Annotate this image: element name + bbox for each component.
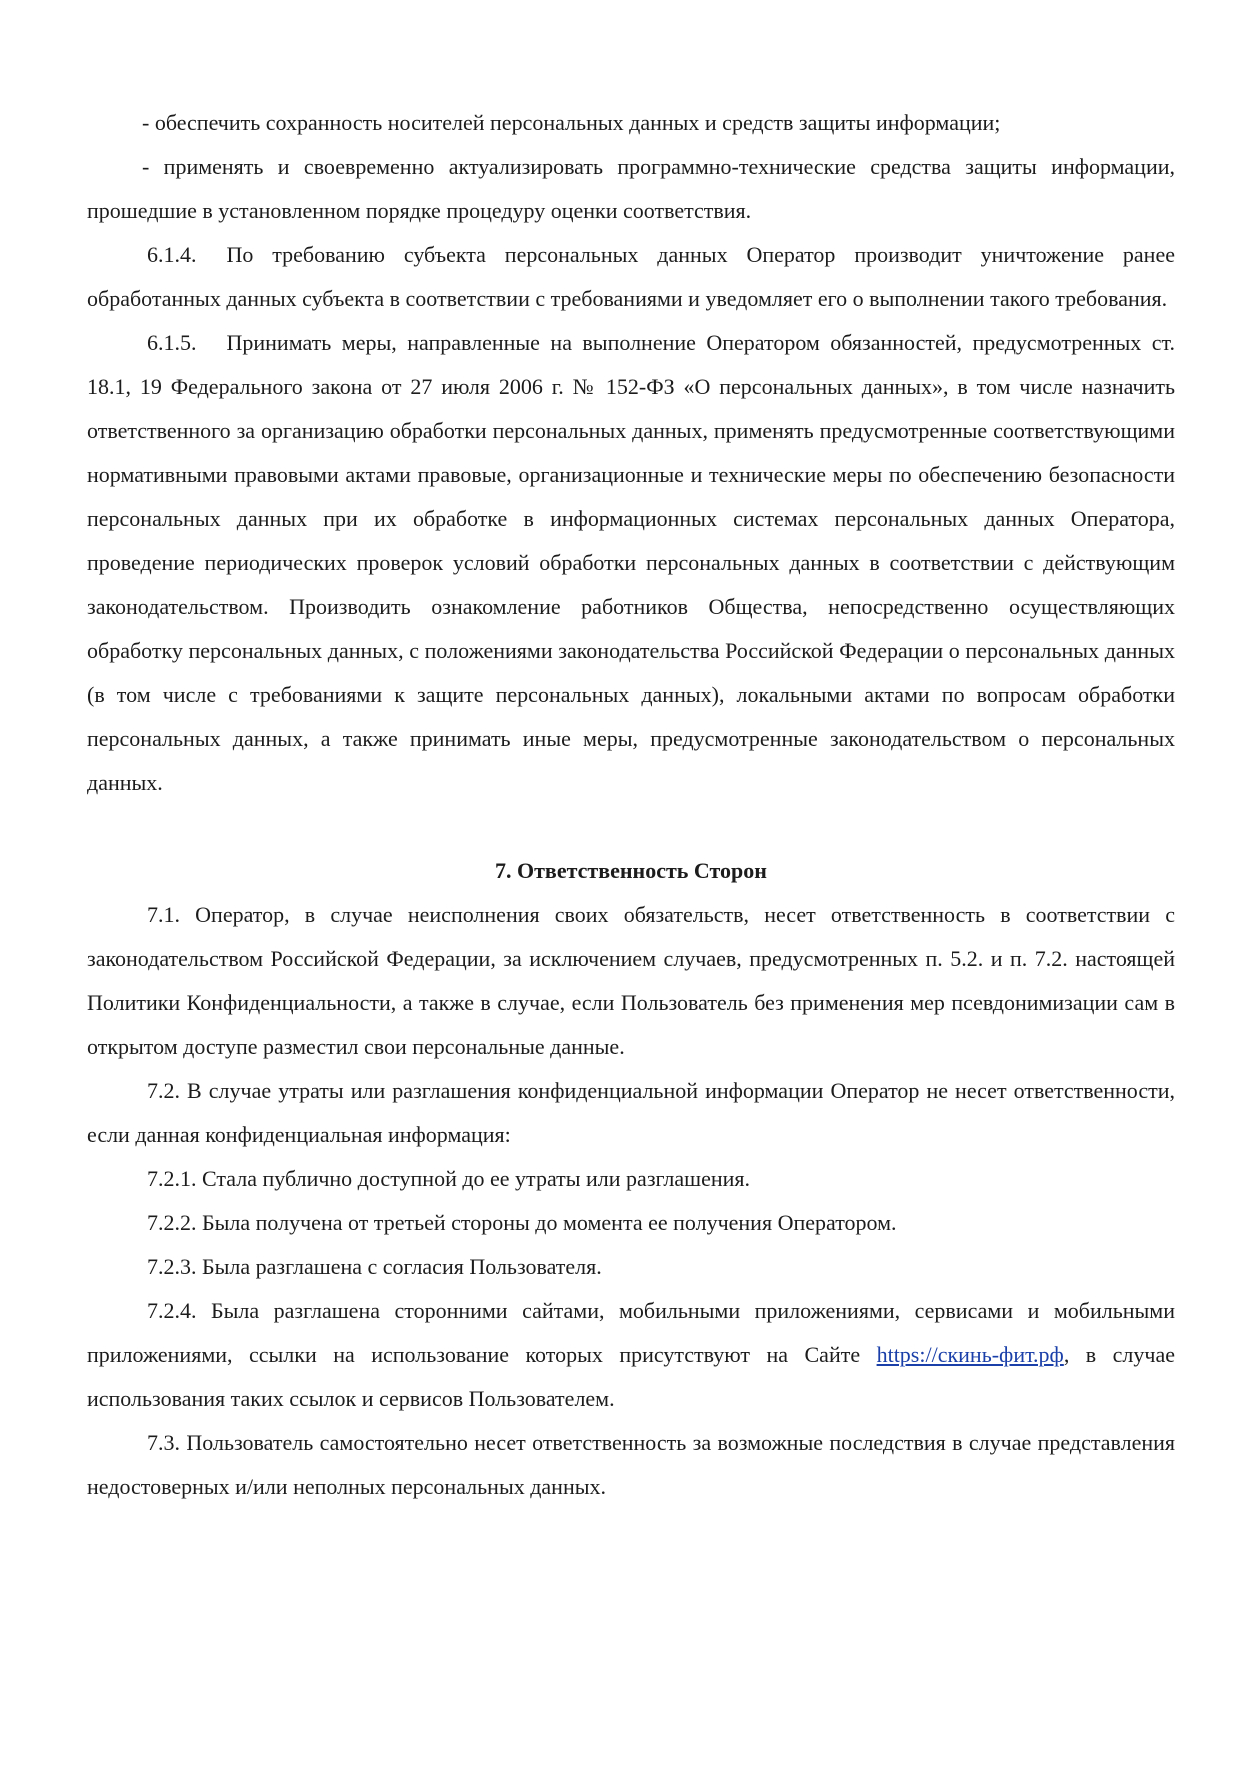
clause-7-2: 7.2. В случае утраты или разглашения конфиденциальной информации Оператор не несет ответственности, если данная конфиденциальная информация: <box>87 1078 1175 1147</box>
bullet-item: - обеспечить сохранность носителей персональных данных и средств защиты информации; <box>142 110 1001 135</box>
clause-text: По требованию субъекта персональных данных Оператор производит уничтожение ранее обработанных данных субъекта в соответствии с требованиями и уведомляет его о выполнении такого требования. <box>87 242 1175 311</box>
clause-7-2-3: 7.2.3. Была разглашена с согласия Пользователя. <box>147 1254 602 1279</box>
clause-text: 7.2.4. Была разглашена сторонними сайтами, мобильными приложениями, сервисами и мобильными приложениями, ссылки на использование которых присутствуют на Сайте <box>87 1298 1175 1367</box>
clause-7-3: 7.3. Пользователь самостоятельно несет ответственность за возможные последствия в случае представления недостоверных и/или неполных персональных данных. <box>87 1430 1175 1499</box>
clause-text: , в случае использования таких ссылок и сервисов Пользователем. <box>87 1342 1175 1411</box>
clause-6-1-4 <box>87 233 1175 321</box>
clause-7-2-1: 7.2.1. Стала публично доступной до ее утраты или разглашения. <box>147 1166 751 1191</box>
bullet-item: - применять и своевременно актуализировать программно-технические средства защиты информации, прошедшие в установленном порядке процедуру оценки соответствия. <box>87 154 1175 223</box>
clause-7-2-2: 7.2.2. Была получена от третьей стороны до момента ее получения Оператором. <box>147 1210 897 1235</box>
document-body <box>87 101 1175 1509</box>
clause-7-2-4 <box>87 1289 1175 1421</box>
clause-number: 6.1.5. <box>147 330 197 355</box>
site-link[interactable]: https://скинь-фит.рф <box>876 1342 1064 1367</box>
clause-6-1-5 <box>87 321 1175 805</box>
clause-7-1: 7.1. Оператор, в случае неисполнения своих обязательств, несет ответственность в соответствии с законодательством Российской Федерации, за исключением случаев, предусмотренных п. 5.2. и п. 7.2. настоящей Политики Конфиденциальности, а также в случае, если Пользователь без применения мер псевдонимизации сам в открытом доступе разместил свои персональные данные. <box>87 902 1175 1059</box>
clause-text: Принимать меры, направленные на выполнение Оператором обязанностей, предусмотренных ст. 18.1, 19 Федерального закона от 27 июля 2006 г. № 152-ФЗ «О персональных данных», в том числе назначить ответственного за организацию обработки персональных данных, применять предусмотренные соответствующими нормативными правовыми актами правовые, организационные и технические меры по обеспечению безопасности персональных данных при их обработке в информационных системах персональных данных Оператора, проведение периодических проверок условий обработки персональных данных в соответствии с действующим законодательством. Производить ознакомление работников Общества, непосредственно осуществляющих обработку персональных данных, с положениями законодательства Российской Федерации о персональных данных (в том числе с требованиями к защите персональных данных), локальными актами по вопросам обработки персональных данных, а также принимать иные меры, предусмотренные законодательством о персональных данных. <box>87 330 1175 795</box>
section-heading: 7. Ответственность Сторон <box>495 858 767 883</box>
clause-number: 6.1.4. <box>147 242 197 267</box>
